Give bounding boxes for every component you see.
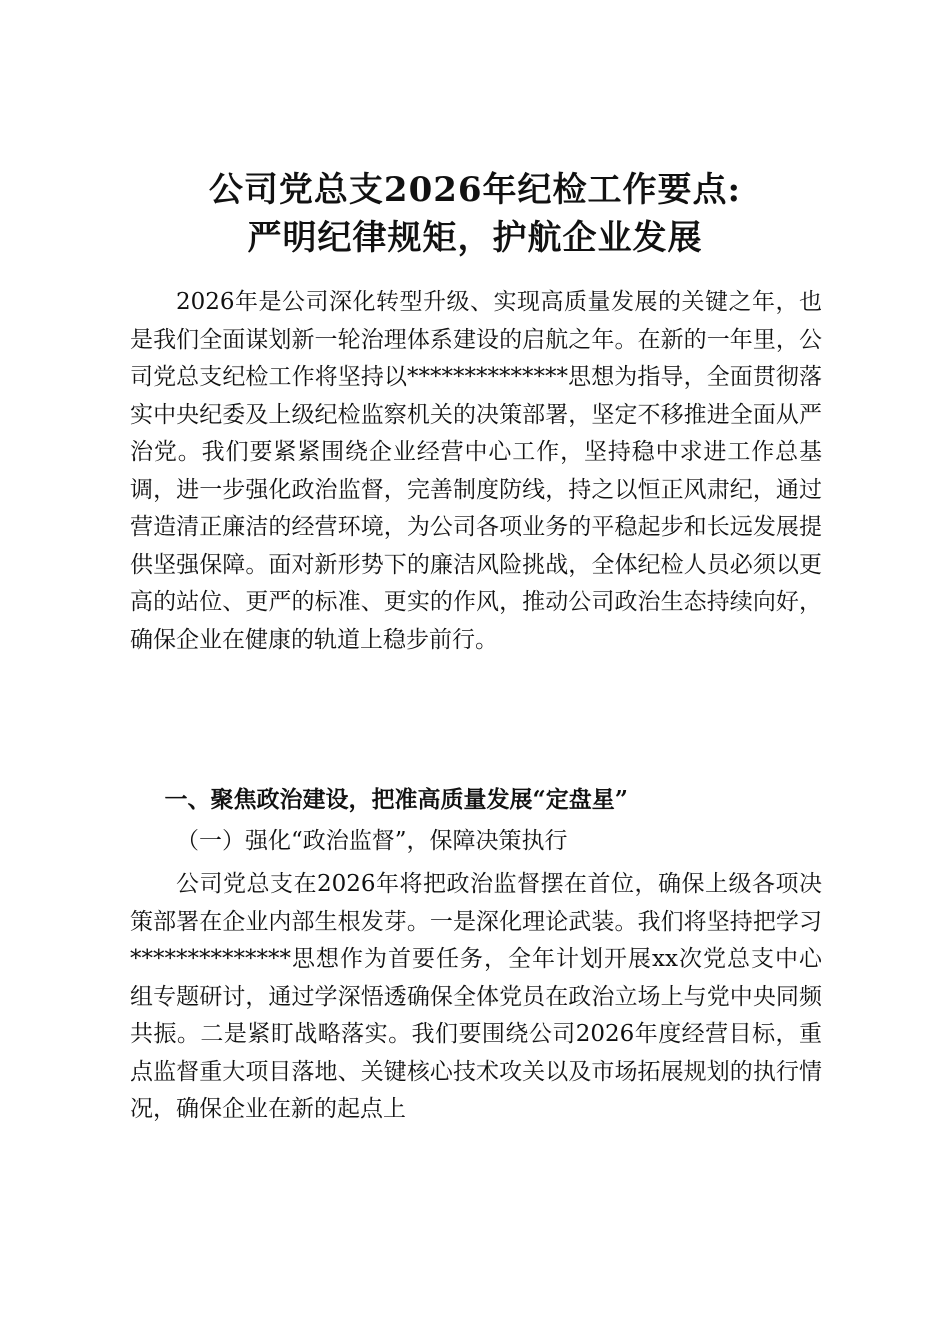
subsection-1-heading: （一）强化“政治监督”，保障决策执行 — [176, 828, 568, 854]
section-1-heading: 一、聚焦政治建设，把准高质量发展“定盘星” — [164, 786, 628, 813]
subsection-1-paragraph: 公司党总支在2026年将把政治监督摆在首位，确保上级各项决策部署在企业内部生根发芽。一是深化理论武装。我们将坚持把学习**************思想作为首要任务，全年计划开展xx次党总支中心组专题研讨，通过学深悟透确保全体党员在政治立场上与党中央同频共振。二是紧盯战略落实。我们要围绕公司2026年度经营目标，重点监督重大项目落地、关键核心技术攻关以及市场拓展规划的执行情况，确保企业在新的起点上 — [130, 871, 822, 1122]
document-title-line-1: 公司党总支2026年纪检工作要点: — [208, 170, 742, 210]
document-title-line-2: 严明纪律规矩，护航企业发展 — [247, 218, 703, 258]
intro-paragraph: 2026年是公司深化转型升级、实现高质量发展的关键之年，也是我们全面谋划新一轮治理体系建设的启航之年。在新的一年里，公司党总支纪检工作将坚持以**************思想为指导，全面贯彻落实中央纪委及上级纪检监察机关的决策部署，坚定不移推进全面从严治党。我们要紧紧围绕企业经营中心工作，坚持稳中求进工作总基调，进一步强化政治监督，完善制度防线，持之以恒正风肃纪，通过营造清正廉洁的经营环境，为公司各项业务的平稳起步和长远发展提供坚强保障。面对新形势下的廉洁风险挑战，全体纪检人员必须以更高的站位、更严的标准、更实的作风，推动公司政治生态持续向好，确保企业在健康的轨道上稳步前行。 — [130, 289, 822, 653]
